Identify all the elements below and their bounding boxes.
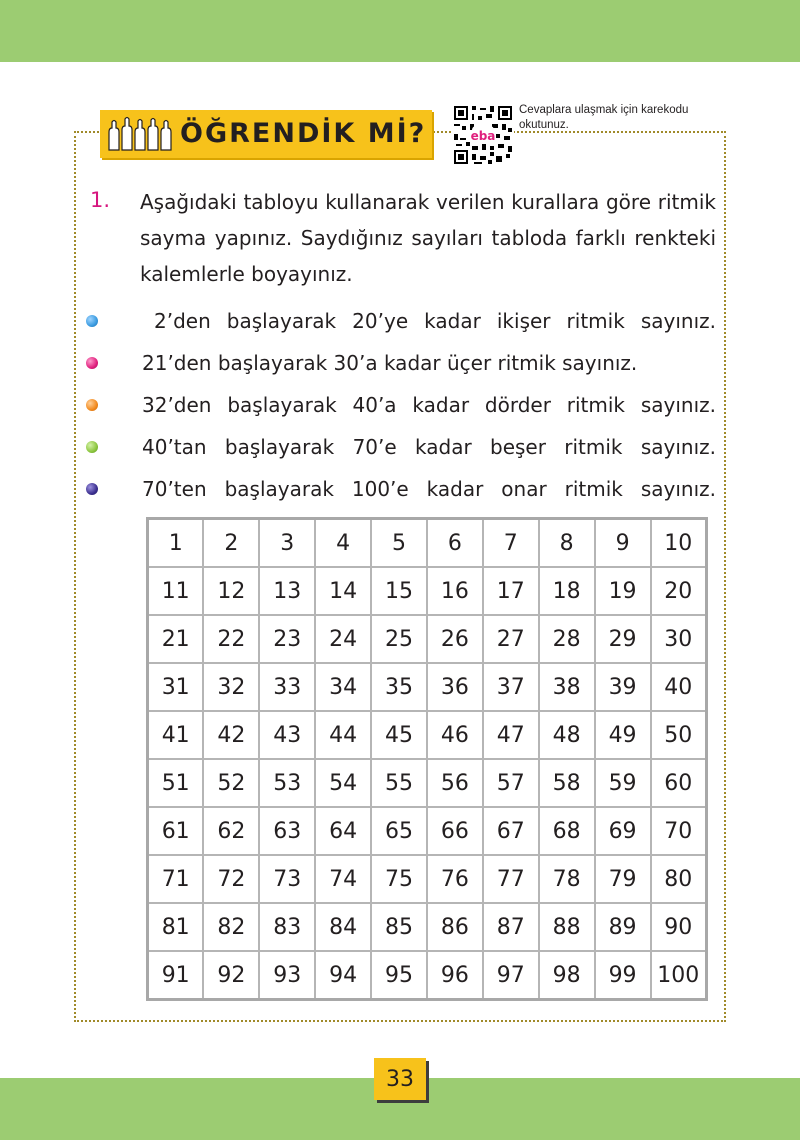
table-row [148, 567, 707, 615]
number-cell[interactable]: 40 [651, 663, 707, 711]
number-cell[interactable]: 73 [259, 855, 315, 903]
number-cell[interactable]: 81 [148, 903, 204, 951]
table-row [148, 807, 707, 855]
number-cell[interactable]: 1 [148, 519, 204, 568]
number-cell[interactable]: 53 [259, 759, 315, 807]
number-cell[interactable]: 34 [315, 663, 371, 711]
number-cell[interactable]: 20 [651, 567, 707, 615]
number-cell[interactable]: 17 [483, 567, 539, 615]
number-cell[interactable]: 19 [595, 567, 651, 615]
blue-bullet-icon [86, 315, 98, 327]
number-cell[interactable]: 65 [371, 807, 427, 855]
rule-text: 2’den başlayarak 20’ye kadar ikişer ritmik sayınız. [154, 309, 716, 333]
number-cell[interactable]: 4 [315, 519, 371, 568]
number-cell[interactable]: 59 [595, 759, 651, 807]
number-cell[interactable]: 10 [651, 519, 707, 568]
number-cell[interactable]: 75 [371, 855, 427, 903]
rule-item [86, 426, 716, 468]
number-cell[interactable]: 97 [483, 951, 539, 1000]
number-cell[interactable]: 56 [427, 759, 483, 807]
number-cell[interactable]: 38 [539, 663, 595, 711]
top-color-band [0, 0, 800, 62]
number-cell[interactable]: 36 [427, 663, 483, 711]
number-cell[interactable]: 39 [595, 663, 651, 711]
number-cell[interactable]: 23 [259, 615, 315, 663]
number-cell[interactable]: 9 [595, 519, 651, 568]
rule-item [86, 384, 716, 426]
number-cell[interactable]: 58 [539, 759, 595, 807]
number-cell[interactable]: 90 [651, 903, 707, 951]
number-cell[interactable]: 35 [371, 663, 427, 711]
number-cell[interactable]: 92 [203, 951, 259, 1000]
number-cell[interactable]: 72 [203, 855, 259, 903]
number-cell[interactable]: 93 [259, 951, 315, 1000]
number-cell[interactable]: 88 [539, 903, 595, 951]
number-cell[interactable]: 68 [539, 807, 595, 855]
rule-item [86, 342, 716, 384]
number-cell[interactable]: 50 [651, 711, 707, 759]
pink-bullet-icon [86, 357, 98, 369]
qr-logo-text: eba [470, 129, 496, 143]
number-cell[interactable]: 61 [148, 807, 204, 855]
number-cell[interactable]: 66 [427, 807, 483, 855]
number-cell[interactable]: 76 [427, 855, 483, 903]
number-cell[interactable]: 42 [203, 711, 259, 759]
number-cell[interactable]: 96 [427, 951, 483, 1000]
number-cell[interactable]: 43 [259, 711, 315, 759]
number-cell[interactable]: 63 [259, 807, 315, 855]
number-cell[interactable]: 47 [483, 711, 539, 759]
hundred-chart [146, 517, 708, 1001]
number-cell[interactable]: 28 [539, 615, 595, 663]
number-cell[interactable]: 49 [595, 711, 651, 759]
number-cell[interactable]: 69 [595, 807, 651, 855]
number-cell[interactable]: 94 [315, 951, 371, 1000]
number-cell[interactable]: 5 [371, 519, 427, 568]
number-cell[interactable]: 3 [259, 519, 315, 568]
green-bullet-icon [86, 441, 98, 453]
table-row [148, 711, 707, 759]
number-cell[interactable]: 30 [651, 615, 707, 663]
number-cell[interactable]: 33 [259, 663, 315, 711]
number-cell[interactable]: 31 [148, 663, 204, 711]
number-cell[interactable]: 45 [371, 711, 427, 759]
number-cell[interactable]: 12 [203, 567, 259, 615]
table-row [148, 663, 707, 711]
number-cell[interactable]: 83 [259, 903, 315, 951]
number-cell[interactable]: 55 [371, 759, 427, 807]
number-cell[interactable]: 89 [595, 903, 651, 951]
number-cell[interactable]: 24 [315, 615, 371, 663]
number-cell[interactable]: 86 [427, 903, 483, 951]
number-cell[interactable]: 67 [483, 807, 539, 855]
rules-list [86, 300, 716, 510]
number-cell[interactable]: 37 [483, 663, 539, 711]
number-cell[interactable]: 80 [651, 855, 707, 903]
qr-instruction: Cevaplara ulaşmak için karekodu okutunuz. [519, 104, 689, 131]
number-cell[interactable]: 15 [371, 567, 427, 615]
question-text: Aşağıdaki tabloyu kullanarak verilen kurallara göre ritmik sayma yapınız. Saydığınız sayıları tabloda farklı renkteki kalemlerle boyayınız. [140, 190, 716, 286]
number-cell[interactable]: 99 [595, 951, 651, 1000]
question-number: 1. [90, 188, 111, 212]
rule-item [86, 300, 716, 342]
table-row [148, 951, 707, 1000]
section-title: ÖĞRENDİK Mİ? [180, 118, 427, 149]
raised-hands-icon [106, 116, 178, 152]
number-cell[interactable]: 22 [203, 615, 259, 663]
number-cell[interactable]: 54 [315, 759, 371, 807]
number-cell[interactable]: 44 [315, 711, 371, 759]
number-cell[interactable]: 64 [315, 807, 371, 855]
number-cell[interactable]: 79 [595, 855, 651, 903]
number-cell[interactable]: 51 [148, 759, 204, 807]
number-cell[interactable]: 14 [315, 567, 371, 615]
number-cell[interactable]: 16 [427, 567, 483, 615]
rule-text: 40’tan başlayarak 70’e kadar beşer ritmik sayınız. [142, 435, 716, 459]
number-cell[interactable]: 100 [651, 951, 707, 1000]
number-cell[interactable]: 27 [483, 615, 539, 663]
number-cell[interactable]: 95 [371, 951, 427, 1000]
number-cell[interactable]: 77 [483, 855, 539, 903]
number-cell[interactable]: 98 [539, 951, 595, 1000]
number-cell[interactable]: 46 [427, 711, 483, 759]
number-cell[interactable]: 62 [203, 807, 259, 855]
number-cell[interactable]: 18 [539, 567, 595, 615]
rule-text: 21’den başlayarak 30’a kadar üçer ritmik sayınız. [142, 351, 638, 375]
number-cell[interactable]: 84 [315, 903, 371, 951]
number-cell[interactable]: 8 [539, 519, 595, 568]
number-cell[interactable]: 52 [203, 759, 259, 807]
number-cell[interactable]: 48 [539, 711, 595, 759]
table-row [148, 759, 707, 807]
number-cell[interactable]: 60 [651, 759, 707, 807]
number-cell[interactable]: 74 [315, 855, 371, 903]
number-cell[interactable]: 13 [259, 567, 315, 615]
purple-bullet-icon [86, 483, 98, 495]
orange-bullet-icon [86, 399, 98, 411]
rule-text: 32’den başlayarak 40’a kadar dörder ritmik sayınız. [142, 393, 716, 417]
title-banner [100, 110, 432, 158]
table-row [148, 855, 707, 903]
number-cell[interactable]: 7 [483, 519, 539, 568]
number-cell[interactable]: 87 [483, 903, 539, 951]
number-cell[interactable]: 78 [539, 855, 595, 903]
table-row [148, 519, 707, 568]
number-cell[interactable]: 32 [203, 663, 259, 711]
number-cell[interactable]: 57 [483, 759, 539, 807]
number-cell[interactable]: 2 [203, 519, 259, 568]
number-cell[interactable]: 26 [427, 615, 483, 663]
number-cell[interactable]: 70 [651, 807, 707, 855]
rule-text: 70’ten başlayarak 100’e kadar onar ritmik sayınız. [142, 477, 716, 501]
number-cell[interactable]: 11 [148, 567, 204, 615]
rule-item [86, 468, 716, 510]
number-cell[interactable]: 21 [148, 615, 204, 663]
number-cell[interactable]: 6 [427, 519, 483, 568]
number-cell[interactable]: 91 [148, 951, 204, 1000]
number-cell[interactable]: 85 [371, 903, 427, 951]
number-cell[interactable]: 25 [371, 615, 427, 663]
number-cell[interactable]: 29 [595, 615, 651, 663]
qr-code[interactable] [452, 104, 514, 166]
table-row [148, 903, 707, 951]
number-cell[interactable]: 82 [203, 903, 259, 951]
page-number: 33 [374, 1058, 426, 1100]
number-cell[interactable]: 41 [148, 711, 204, 759]
number-cell[interactable]: 71 [148, 855, 204, 903]
table-row [148, 615, 707, 663]
